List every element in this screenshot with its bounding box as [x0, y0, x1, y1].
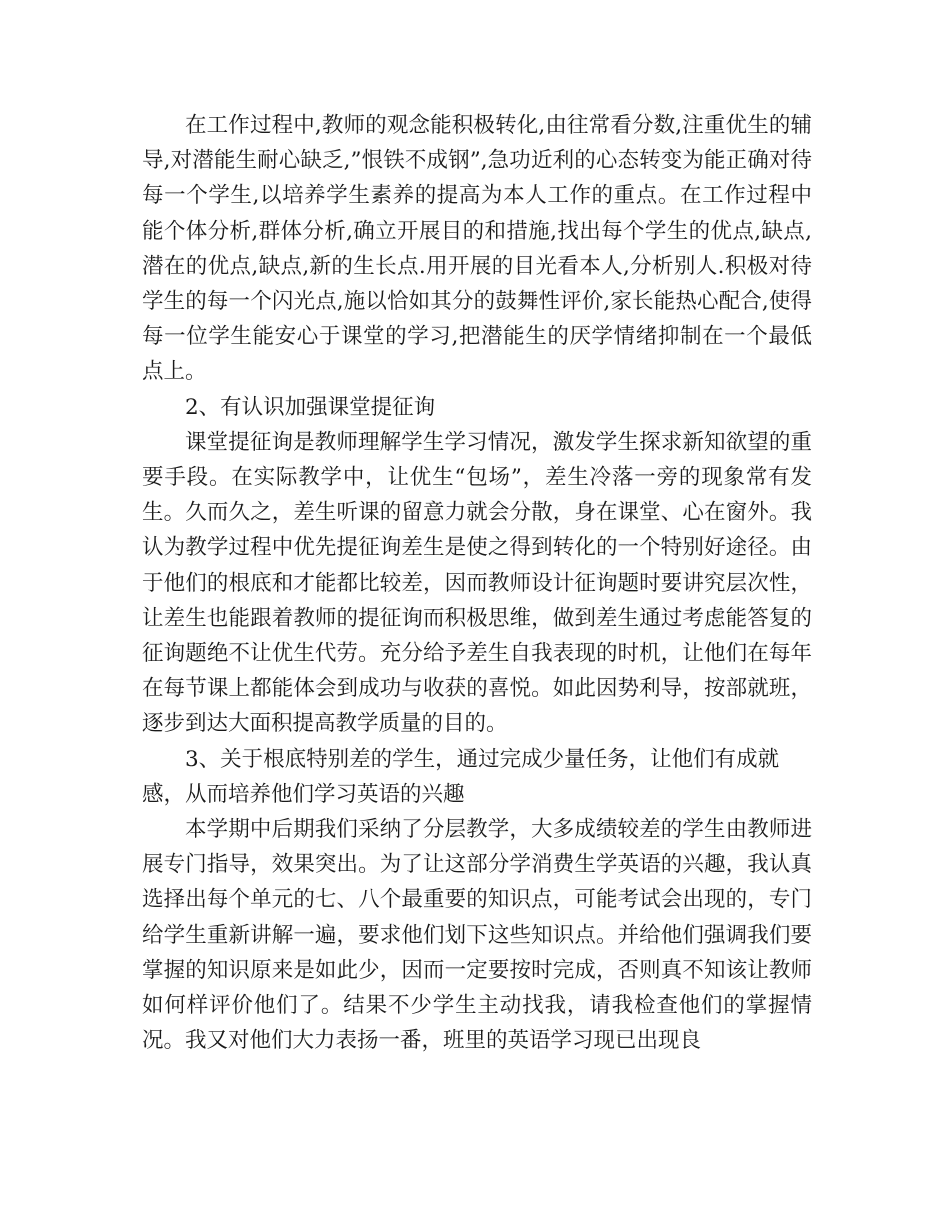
document-body [142, 108, 812, 1058]
paragraph-layered-teaching: 本学期中后期我们采纳了分层教学，大多成绩较差的学生由教师进展专门指导，效果突出。为了让这部分学消费生学英语的兴趣，我认真选择出每个单元的七、八个最重要的知识点，可能考试会出现的，专门给学生重新讲解一遍，要求他们划下这些知识点。并给他们强调我们要掌握的知识原来是如此少，因而一定要按时完成，否则真不知该让教师如何样评价他们了。结果不少学生主动找我，请我检查他们的掌握情况。我又对他们大力表扬一番，班里的英语学习现已出现良 [142, 817, 812, 1054]
heading-weak-students: 3、关于根底特别差的学生，通过完成少量任务，让他们有成就感，从而培养他们学习英语的兴趣 [142, 746, 780, 807]
paragraph-concept-transformation: 在工作过程中,教师的观念能积极转化,由往常看分数,注重优生的辅导,对潜能生耐心缺乏,”恨铁不成钢”,急功近利的心态转变为能正确对待每一个学生,以培养学生素养的提高为本人工作的重点。在工作过程中能个体分析,群体分析,确立开展目的和措施,找出每个学生的优点,缺点,潜在的优点,缺点,新的生长点.用开展的目光看本人,分析别人.积极对待学生的每一个闪光点,施以恰如其分的鼓舞性评价,家长能热心配合,使得每一位学生能安心于课堂的学习,把潜能生的厌学情绪抑制在一个最低点上。 [142, 113, 812, 385]
paragraph-classroom-questioning: 课堂提征询是教师理解学生学习情况，激发学生探求新知欲望的重要手段。在实际教学中，让优生“包场”，差生冷落一旁的现象常有发生。久而久之，差生听课的留意力就会分散，身在课堂、心在窗外。我认为教学过程中优先提征询差生是使之得到转化的一个特别好途径。由于他们的根底和才能都比较差，因而教师设计征询题时要讲究层次性，让差生也能跟着教师的提征询而积极思维，做到差生通过考虑能答复的征询题绝不让优生代劳。充分给予差生自我表现的时机，让他们在每年在每节课上都能体会到成功与收获的喜悦。如此因势利导，按部就班，逐步到达大面积提高教学质量的目的。 [142, 429, 812, 737]
heading-classroom-questioning: 2、有认识加强课堂提征询 [185, 394, 436, 420]
